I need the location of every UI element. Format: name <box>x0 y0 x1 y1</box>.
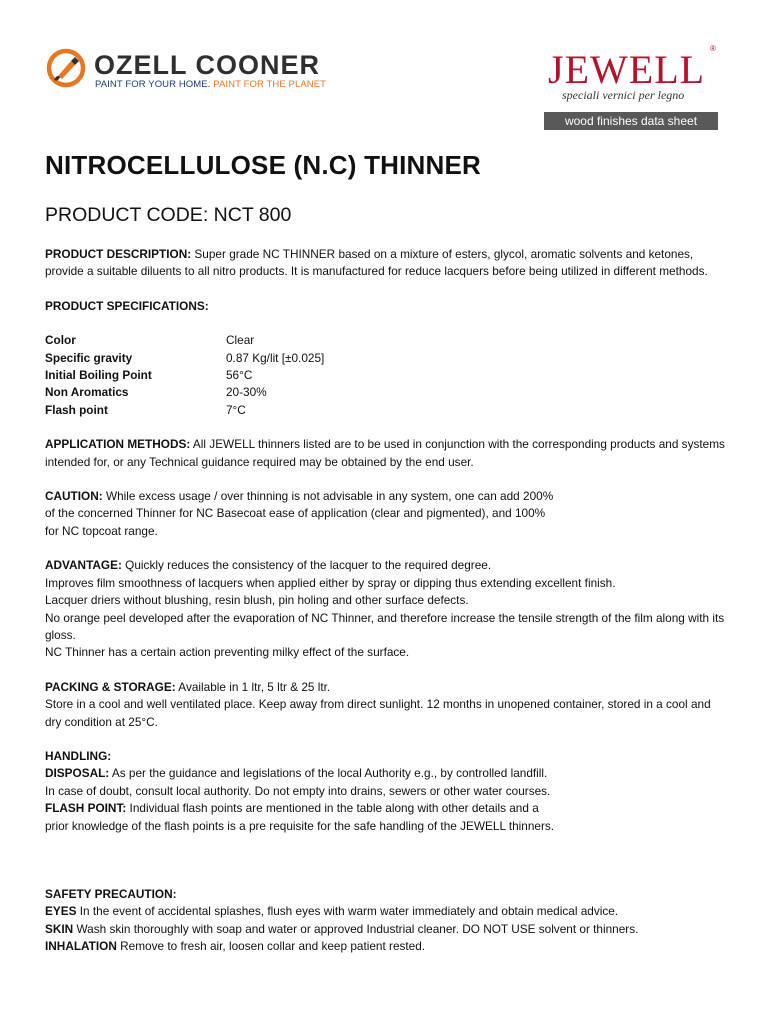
ozell-brush-logo-icon <box>44 46 88 90</box>
packing-storage-section <box>45 679 727 731</box>
application-methods <box>45 436 727 471</box>
advantage-line: NC Thinner has a certain action preventing milky effect of the surface. <box>45 645 410 660</box>
caution-line <box>45 488 727 505</box>
document-body <box>45 246 727 956</box>
flash-point-label: FLASH POINT: <box>45 801 127 816</box>
flash-point-text: Individual flash points are mentioned in the table along with other details and a <box>126 801 539 816</box>
eyes-text: In the event of accidental splashes, flush eyes with warm water immediately and obtain medical advice. <box>76 904 619 919</box>
spec-key: Flash point <box>45 402 108 417</box>
spec-value: 56°C <box>226 368 253 383</box>
spec-value: 20-30% <box>226 385 267 400</box>
skin-text: Wash skin thoroughly with soap and water or approved Industrial cleaner. DO NOT USE solvent or thinners. <box>73 921 639 936</box>
packing-text: Available in 1 ltr, 5 ltr & 25 ltr. <box>175 679 331 694</box>
advantage-label: ADVANTAGE: <box>45 558 122 573</box>
spec-row <box>45 332 727 349</box>
packing-line <box>45 679 727 696</box>
inhalation-label: INHALATION <box>45 939 117 954</box>
caution-line: for NC topcoat range. <box>45 523 158 538</box>
jewell-tagline: speciali vernici per legno <box>562 88 685 102</box>
advantage-line: No orange peel developed after the evaporation of NC Thinner, and therefore increase the tensile strength of the film along with its gloss. <box>45 610 725 642</box>
safety-eyes-line <box>45 903 727 920</box>
spec-key: Color <box>45 333 76 348</box>
caution-section <box>45 488 727 540</box>
safety-skin-line <box>45 921 727 938</box>
advantage-section <box>45 557 727 661</box>
spec-row <box>45 402 727 419</box>
spec-value: Clear <box>226 333 255 348</box>
advantage-text: Quickly reduces the consistency of the lacquer to the required degree. <box>121 558 492 573</box>
ozell-tagline <box>95 79 326 90</box>
jewell-registered-mark: ® <box>710 44 716 53</box>
spec-row <box>45 350 727 367</box>
caution-line: of the concerned Thinner for NC Basecoat ease of application (clear and pigmented), and 100% <box>45 506 546 521</box>
application-label: APPLICATION METHODS: <box>45 437 191 452</box>
description-text: Super grade NC THINNER based on a mixture of esters, glycol, aromatic solvents and ketones, provide a suitable diluents to all nitro products. It is manufactured for reduce lacquers before being utilized in different methods. <box>45 247 708 279</box>
caution-label: CAUTION: <box>45 489 103 504</box>
safety-section <box>45 886 727 956</box>
specifications-table <box>45 332 727 419</box>
inhalation-text: Remove to fresh air, loosen collar and keep patient rested. <box>116 939 426 954</box>
spec-row <box>45 384 727 401</box>
skin-label: SKIN <box>45 921 74 936</box>
safety-heading: SAFETY PRECAUTION: <box>45 886 177 901</box>
jewell-brand-name: JEWELL <box>548 47 706 92</box>
storage-line: Store in a cool and well ventilated place. Keep away from direct sunlight. 12 months in unopened container, stored in a cool and dry condition at 25°C. <box>45 697 711 729</box>
flash-point-line <box>45 800 727 817</box>
disposal-line <box>45 765 727 782</box>
ozell-brand-name: OZELL COONER <box>94 50 321 80</box>
spec-value: 7°C <box>226 402 246 417</box>
spec-value: 0.87 Kg/lit [±0.025] <box>226 350 325 365</box>
advantage-line <box>45 557 727 574</box>
handling-section <box>45 748 727 835</box>
specifications-heading: PRODUCT SPECIFICATIONS: <box>45 298 209 313</box>
description-label: PRODUCT DESCRIPTION: <box>45 247 192 261</box>
handling-line: In case of doubt, consult local authority. Do not empty into drains, sewers or other water courses. <box>45 783 551 798</box>
handling-line: prior knowledge of the flash points is a pre requisite for the safe handling of the JEWELL thinners. <box>45 818 555 833</box>
ozell-tagline-part2: PAINT FOR THE PLANET <box>213 79 327 90</box>
eyes-label: EYES <box>45 904 77 919</box>
disposal-text: As per the guidance and legislations of the local Authority e.g., by controlled landfill. <box>109 766 548 781</box>
ozell-cooner-logo <box>44 46 327 96</box>
ozell-tagline-part1: PAINT FOR YOUR HOME. <box>95 79 214 90</box>
application-text: All JEWELL thinners listed are to be used in conjunction with the corresponding products and systems intended for, or any Technical guidance required may be obtained by the end user. <box>45 437 725 469</box>
product-description <box>45 246 727 281</box>
packing-label: PACKING & STORAGE: <box>45 679 176 694</box>
page-title: NITROCELLULOSE (N.C) THINNER <box>45 150 482 180</box>
disposal-label: DISPOSAL: <box>45 766 110 781</box>
spec-row <box>45 367 727 384</box>
spec-key: Non Aromatics <box>45 385 129 400</box>
spec-key: Specific gravity <box>45 350 133 365</box>
product-code: PRODUCT CODE: NCT 800 <box>45 204 292 226</box>
caution-text: While excess usage / over thinning is not advisable in any system, one can add 200% <box>102 489 554 504</box>
advantage-line: Lacquer driers without blushing, resin blush, pin holing and other surface defects. <box>45 593 469 608</box>
jewell-data-sheet-bar: wood finishes data sheet <box>544 112 718 130</box>
safety-inhalation-line <box>45 938 727 955</box>
jewell-logo <box>544 44 722 132</box>
spec-key: Initial Boiling Point <box>45 368 152 383</box>
handling-heading: HANDLING: <box>45 748 112 763</box>
advantage-line: Improves film smoothness of lacquers when applied either by spray or dipping thus extending excellent finish. <box>45 575 616 590</box>
